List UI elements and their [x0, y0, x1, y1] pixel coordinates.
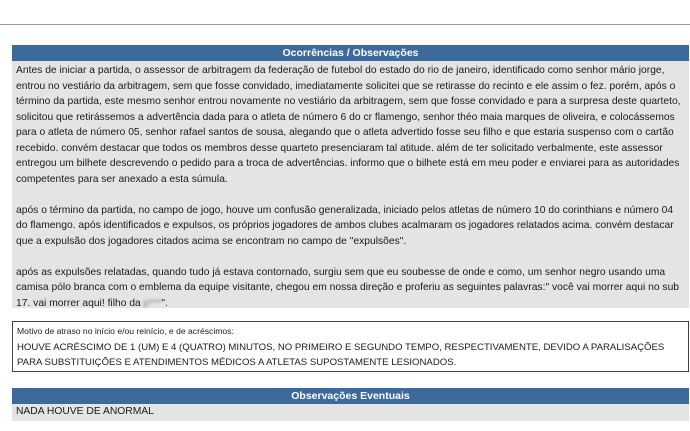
- occurrence-paragraph-1: Antes de iniciar a partida, o assessor de arbitragem da federação de futebol do estado do rio de janeiro, identificado como senhor mário jorge, entrou no vestiário da arbitragem, sem que fosse convidado, imediatamente solicitei que se retirasse do recinto e ele assim o fez. porém, após o término da partida, este mesmo senhor entrou novamente no vestiário da arbitragem, sem que fosse convidado e para a surpresa deste quarteto, solicitou que retirássemos a advertência dada para o atleta de número 6 do cr flamengo, senhor théo maia marques de oliveira, e colocássemos para o atleta de número 05, senhor rafael santos de sousa, alegando que o atleta advertido fosse seu filho e que estaria suspenso com o cartão recebido. convém destacar que todos os membros desse quarteto presenciaram tal atitude. além de ter solicitado verbalmente, este assessor entregou um bilhete descrevendo o pedido para a troca de advertências. informo que o bilhete está em meu poder e enviarei para as autoridades competentes para ser anexado a esta súmula.: [16, 65, 681, 185]
- delay-text: HOUVE ACRÉSCIMO DE 1 (UM) E 4 (QUATRO) MINUTOS, NO PRIMEIRO E SEGUNDO TEMPO, RESPECTIVAMENTE, DEVIDO A PARALISAÇÕES PARA SUBSTITUIÇÕES E ATENDIMENTOS MÉDICOS A ATLETAS SUPOSTAMENTE LESIONADOS.: [17, 342, 665, 368]
- delay-box: [12, 321, 689, 372]
- occurrences-body: [12, 61, 689, 308]
- top-divider: [0, 24, 690, 25]
- eventual-body: [12, 404, 689, 421]
- delay-label: Motivo de atraso no início e/ou reinício, e de acréscimos:: [17, 326, 234, 336]
- occurrence-paragraph-3-text: após as expulsões relatadas, quando tudo já estava contornado, surgiu sem que eu soubesse de onde e como, um senhor negro usando uma camisa pólo branca com o emblema da equipe visitante, chegou em nossa direção e proferiu as seguintes palavras:" você vai morrer aqui no sub 17. vai morrer aqui! filho da: [16, 266, 680, 309]
- eventual-header: Observações Eventuais: [12, 388, 689, 404]
- occurrence-paragraph-2: após o término da partida, no campo de jogo, houve um confusão generalizada, iniciado pelos atletas de número 10 do corinthians e número 04 do flamengo. após identificados e expulsos, os próprios jogadores de ambos clubes acalmaram os jogadores relatados acima. convém destacar que a expulsão dos jogadores citados acima se encontram no campo de "expulsões".: [16, 204, 674, 247]
- occurrences-header: Ocorrências / Observações: [12, 45, 689, 61]
- occurrence-paragraph-3-end: ".: [161, 297, 168, 309]
- censored-word: p***: [143, 297, 162, 309]
- occurrence-paragraph-3: [16, 265, 685, 312]
- eventual-text: NADA HOUVE DE ANORMAL: [16, 406, 154, 417]
